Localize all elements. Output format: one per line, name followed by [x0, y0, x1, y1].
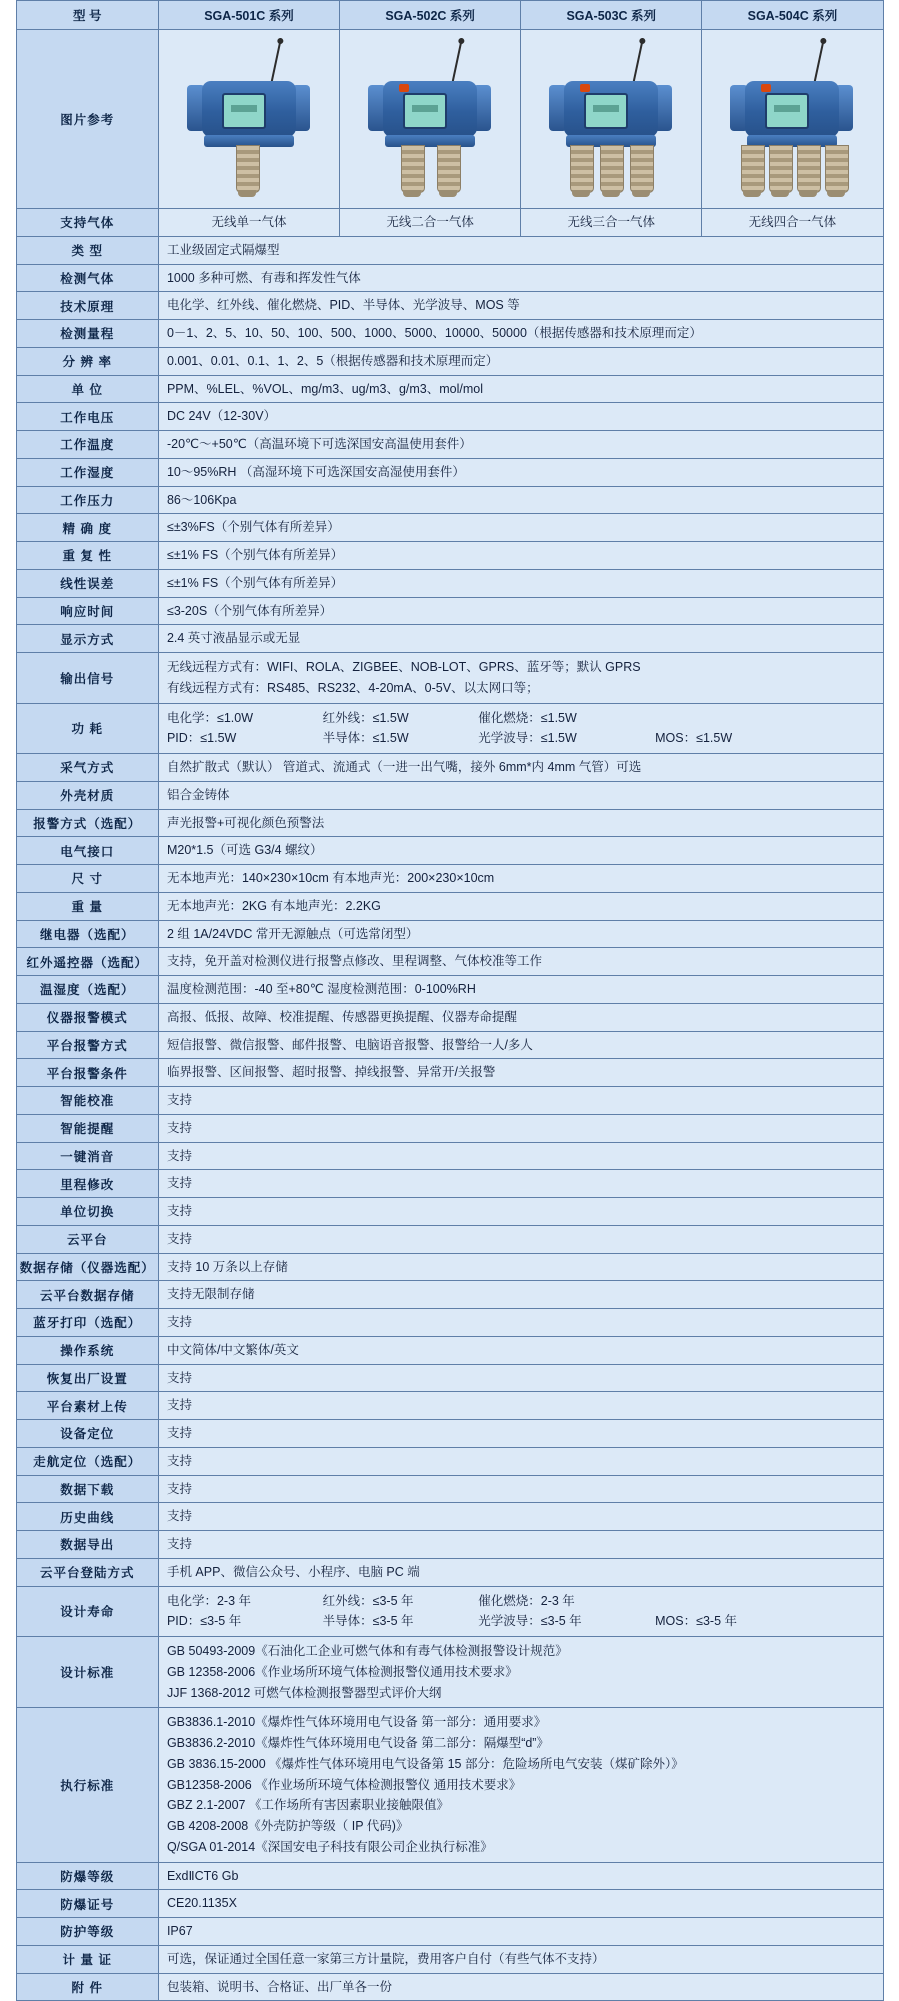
row-value: 支持 [158, 1198, 883, 1226]
table-row [16, 920, 883, 948]
row-label: 防爆证号 [16, 1890, 158, 1918]
design-life-row [16, 1586, 883, 1637]
row-value: CE20.1135X [158, 1890, 883, 1918]
row-label: 类 型 [16, 236, 158, 264]
output-signal-value [158, 653, 883, 704]
exec-standard-row [16, 1708, 883, 1862]
row-value: 支持 [158, 1114, 883, 1142]
power-item: 催化燃烧：≤1.5W [478, 710, 577, 725]
row-label: 防爆等级 [16, 1862, 158, 1890]
row-label: 数据下载 [16, 1475, 158, 1503]
table-row [16, 1475, 883, 1503]
supported-gas-row [16, 209, 883, 237]
model-label: 型 号 [16, 1, 158, 30]
output-line-2: 有线远程方式有：RS485、RS232、4-20mA、0-5V、以太网口等； [166, 680, 539, 695]
model-col-1: SGA-501C 系列 [158, 1, 339, 30]
power-item: 电化学：≤1.0W [166, 710, 253, 725]
row-label: 工作电压 [16, 403, 158, 431]
display-screen [403, 93, 447, 129]
row-label: 外壳材质 [16, 781, 158, 809]
table-row [16, 1281, 883, 1309]
row-value: 高报、低报、故障、校准提醒、传感器更换提醒、仪器寿命提醒 [158, 1003, 883, 1031]
row-label: 线性误差 [16, 569, 158, 597]
supported-gas-1: 无线单一气体 [158, 209, 339, 237]
table-row [16, 347, 883, 375]
output-signal-row [16, 653, 883, 704]
standard-line: GB 50493-2009《石油化工企业可燃气体和有毒气体检测报警设计规范》 [166, 1644, 568, 1658]
row-label: 技术原理 [16, 292, 158, 320]
table-row [16, 1558, 883, 1586]
output-signal-label: 输出信号 [16, 653, 158, 704]
life-item [655, 1592, 797, 1611]
power-item: 光学波导：≤1.5W [478, 731, 577, 746]
power-row [16, 703, 883, 754]
row-value: 短信报警、微信报警、邮件报警、电脑语音报警、报警给一人/多人 [158, 1031, 883, 1059]
table-row [16, 1918, 883, 1946]
sensor-probe [769, 145, 793, 193]
row-label: 数据导出 [16, 1531, 158, 1559]
row-label: 历史曲线 [16, 1503, 158, 1531]
row-value: 手机 APP、微信公众号、小程序、电脑 PC 端 [158, 1558, 883, 1586]
table-row [16, 1087, 883, 1115]
row-value: ≤±3%FS（个别气体有所差异） [158, 514, 883, 542]
row-label: 继电器（选配） [16, 920, 158, 948]
row-label: 设备定位 [16, 1420, 158, 1448]
sensor-probe [437, 145, 461, 193]
row-label: 平台报警条件 [16, 1059, 158, 1087]
sensor-probe [401, 145, 425, 193]
row-value: 无本地声光：2KG 有本地声光：2.2KG [158, 892, 883, 920]
row-value: ≤±1% FS（个别气体有所差异） [158, 542, 883, 570]
row-value: 电化学、红外线、催化燃烧、PID、半导体、光学波导、MOS 等 [158, 292, 883, 320]
table-row [16, 542, 883, 570]
life-item: 电化学：2-3 年 [166, 1593, 251, 1608]
table-row [16, 754, 883, 782]
table-row [16, 1336, 883, 1364]
alarm-lamp [761, 84, 771, 92]
row-label: 响应时间 [16, 597, 158, 625]
standard-line: GB12358-2006 《作业场所环境气体检测报警仪 通用技术要求》 [166, 1777, 522, 1792]
row-value: M20*1.5（可选 G3/4 螺纹） [158, 837, 883, 865]
row-label: 单 位 [16, 375, 158, 403]
table-row [16, 1142, 883, 1170]
row-value: 包装箱、说明书、合格证、出厂单各一份 [158, 1973, 883, 2001]
image-row-label: 图片参考 [16, 30, 158, 209]
table-row [16, 1364, 883, 1392]
row-value: ≤±1% FS（个别气体有所差异） [158, 569, 883, 597]
row-value: ExdⅡCT6 Gb [158, 1862, 883, 1890]
table-row [16, 403, 883, 431]
exec-standard-value [158, 1708, 883, 1862]
row-label: 红外遥控器（选配） [16, 948, 158, 976]
standard-line: GB3836.2-2010《爆炸性气体环境用电气设备 第二部分：隔爆型“d”》 [166, 1736, 549, 1750]
detector-drawing-3 [536, 39, 686, 199]
display-screen [222, 93, 266, 129]
life-item: 半导体：≤3-5 年 [322, 1614, 414, 1629]
row-value: 支持 [158, 1420, 883, 1448]
row-label: 数据存储（仪器选配） [16, 1253, 158, 1281]
table-row [16, 1309, 883, 1337]
row-label: 分 辨 率 [16, 347, 158, 375]
table-row [16, 236, 883, 264]
product-image-3 [521, 30, 702, 209]
table-row [16, 514, 883, 542]
row-value: 支持无限制存储 [158, 1281, 883, 1309]
row-value: 支持 [158, 1475, 883, 1503]
row-label: 尺 寸 [16, 865, 158, 893]
row-label: 单位切换 [16, 1198, 158, 1226]
row-label: 里程修改 [16, 1170, 158, 1198]
row-value: 支持 [158, 1170, 883, 1198]
table-row [16, 375, 883, 403]
row-value: PPM、%LEL、%VOL、mg/m3、ug/m3、g/m3、mol/mol [158, 375, 883, 403]
row-label: 重 量 [16, 892, 158, 920]
row-label: 检测量程 [16, 320, 158, 348]
row-label: 附 件 [16, 1973, 158, 2001]
display-screen [584, 93, 628, 129]
standard-line: JJF 1368-2012 可燃气体检测报警器型式评价大纲 [166, 1685, 442, 1700]
row-label: 一键消音 [16, 1142, 158, 1170]
display-screen [765, 93, 809, 129]
table-row [16, 569, 883, 597]
row-value: 2 组 1A/24VDC 常开无源触点（可选常闭型） [158, 920, 883, 948]
table-row [16, 837, 883, 865]
power-item: 红外线：≤1.5W [322, 710, 409, 725]
row-label: 采气方式 [16, 754, 158, 782]
antenna-icon [451, 42, 462, 85]
row-value: 支持 [158, 1364, 883, 1392]
table-row [16, 264, 883, 292]
row-value: 无本地声光：140×230×10cm 有本地声光：200×230×10cm [158, 865, 883, 893]
model-col-4: SGA-504C 系列 [702, 1, 883, 30]
row-label: 云平台登陆方式 [16, 1558, 158, 1586]
design-standard-row [16, 1637, 883, 1708]
row-value: 可选，保证通过全国任意一家第三方计量院，费用客户自付（有些气体不支持） [158, 1945, 883, 1973]
sensor-probe [825, 145, 849, 193]
row-value: 0.001、0.01、0.1、1、2、5（根据传感器和技术原理而定） [158, 347, 883, 375]
exec-standard-label: 执行标准 [16, 1708, 158, 1862]
table-row [16, 486, 883, 514]
row-value: 支持 [158, 1447, 883, 1475]
table-row [16, 1945, 883, 1973]
table-row [16, 1420, 883, 1448]
sensor-probe [236, 145, 260, 193]
table-row [16, 1031, 883, 1059]
table-row [16, 976, 883, 1004]
row-label: 计 量 证 [16, 1945, 158, 1973]
row-label: 电气接口 [16, 837, 158, 865]
row-value: 86～106Kpa [158, 486, 883, 514]
design-standard-label: 设计标准 [16, 1637, 158, 1708]
model-col-3: SGA-503C 系列 [521, 1, 702, 30]
table-row [16, 809, 883, 837]
standard-line: GBZ 2.1-2007 《工作场所有害因素职业接触限值》 [166, 1798, 449, 1813]
antenna-icon [813, 42, 824, 85]
row-value: 支持 10 万条以上存储 [158, 1253, 883, 1281]
life-item: 红外线：≤3-5 年 [322, 1593, 414, 1608]
table-row [16, 320, 883, 348]
row-label: 走航定位（选配） [16, 1447, 158, 1475]
row-label: 平台报警方式 [16, 1031, 158, 1059]
table-row [16, 781, 883, 809]
table-row [16, 1862, 883, 1890]
product-image-2 [340, 30, 521, 209]
row-label: 精 确 度 [16, 514, 158, 542]
life-item: MOS：≤3-5 年 [655, 1614, 738, 1629]
standard-line: GB 12358-2006《作业场所环境气体检测报警仪通用技术要求》 [166, 1664, 518, 1679]
design-life-label: 设计寿命 [16, 1586, 158, 1637]
power-label: 功 耗 [16, 703, 158, 754]
table-row [16, 1170, 883, 1198]
specification-table [16, 0, 884, 2001]
row-value: 临界报警、区间报警、超时报警、掉线报警、异常开/关报警 [158, 1059, 883, 1087]
table-row [16, 1392, 883, 1420]
row-value: ≤3-20S（个别气体有所差异） [158, 597, 883, 625]
table-row [16, 865, 883, 893]
row-value: 支持 [158, 1531, 883, 1559]
row-value: 支持 [158, 1392, 883, 1420]
power-value [158, 703, 883, 754]
row-value: 铝合金铸体 [158, 781, 883, 809]
power-item [655, 709, 797, 728]
table-row [16, 948, 883, 976]
table-row [16, 292, 883, 320]
design-life-value [158, 1586, 883, 1637]
row-value: 自然扩散式（默认） 管道式、流通式（一进一出气嘴，接外 6mm*内 4mm 气管）可选 [158, 754, 883, 782]
antenna-icon [632, 42, 643, 85]
table-row [16, 1225, 883, 1253]
table-row [16, 1003, 883, 1031]
alarm-lamp [399, 84, 409, 92]
product-image-4 [702, 30, 883, 209]
row-label: 工作温度 [16, 431, 158, 459]
row-label: 温湿度（选配） [16, 976, 158, 1004]
detector-drawing-4 [717, 39, 867, 199]
table-row [16, 431, 883, 459]
table-row [16, 1890, 883, 1918]
output-line-1: 无线远程方式有：WIFI、ROLA、ZIGBEE、NOB-LOT、GPRS、蓝牙等；默认 GPRS [166, 660, 641, 674]
sensor-probe [600, 145, 624, 193]
row-label: 防护等级 [16, 1918, 158, 1946]
sensor-probe [797, 145, 821, 193]
supported-gas-4: 无线四合一气体 [702, 209, 883, 237]
sensor-probe [741, 145, 765, 193]
row-label: 显示方式 [16, 625, 158, 653]
row-label: 操作系统 [16, 1336, 158, 1364]
row-value: 支持，免开盖对检测仪进行报警点修改、里程调整、气体校准等工作 [158, 948, 883, 976]
row-value: 工业级固定式隔爆型 [158, 236, 883, 264]
row-value: 0－1、2、5、10、50、100、500、1000、5000、10000、50000（根据传感器和技术原理而定） [158, 320, 883, 348]
detector-drawing-1 [174, 39, 324, 199]
table-row [16, 1503, 883, 1531]
power-item: PID：≤1.5W [166, 731, 237, 746]
detector-drawing-2 [355, 39, 505, 199]
row-value: 1000 多种可燃、有毒和挥发性气体 [158, 264, 883, 292]
table-row [16, 1973, 883, 2001]
row-label: 检测气体 [16, 264, 158, 292]
supported-gas-2: 无线二合一气体 [340, 209, 521, 237]
table-row [16, 1531, 883, 1559]
row-label: 云平台 [16, 1225, 158, 1253]
row-value: 2.4 英寸液晶显示或无显 [158, 625, 883, 653]
row-label: 蓝牙打印（选配） [16, 1309, 158, 1337]
sensor-probe [570, 145, 594, 193]
alarm-lamp [580, 84, 590, 92]
standard-line: Q/SGA 01-2014《深国安电子科技有限公司企业执行标准》 [166, 1839, 493, 1854]
table-row [16, 892, 883, 920]
supported-gas-3: 无线三合一气体 [521, 209, 702, 237]
row-label: 智能校准 [16, 1087, 158, 1115]
design-standard-value [158, 1637, 883, 1708]
row-label: 工作压力 [16, 486, 158, 514]
sensor-probe [630, 145, 654, 193]
row-value: 支持 [158, 1087, 883, 1115]
table-header-row [16, 1, 883, 30]
supported-gas-label: 支持气体 [16, 209, 158, 237]
row-label: 平台素材上传 [16, 1392, 158, 1420]
standard-line: GB 4208-2008《外壳防护等级（ IP 代码)》 [166, 1819, 409, 1833]
row-label: 仪器报警模式 [16, 1003, 158, 1031]
product-image-1 [158, 30, 339, 209]
table-row [16, 1059, 883, 1087]
power-item: 半导体：≤1.5W [322, 731, 409, 746]
row-value: -20℃～+50℃（高温环境下可选深国安高温使用套件） [158, 431, 883, 459]
model-col-2: SGA-502C 系列 [340, 1, 521, 30]
row-value: 支持 [158, 1503, 883, 1531]
row-value: 支持 [158, 1142, 883, 1170]
row-label: 重 复 性 [16, 542, 158, 570]
table-row [16, 458, 883, 486]
row-value: 10～95%RH （高湿环境下可选深国安高湿使用套件） [158, 458, 883, 486]
life-item: PID：≤3-5 年 [166, 1614, 242, 1629]
row-value: IP67 [158, 1918, 883, 1946]
row-value: 支持 [158, 1225, 883, 1253]
life-item: 光学波导：≤3-5 年 [478, 1614, 582, 1629]
standard-line: GB3836.1-2010《爆炸性气体环境用电气设备 第一部分：通用要求》 [166, 1715, 547, 1730]
row-label: 工作湿度 [16, 458, 158, 486]
table-row [16, 1114, 883, 1142]
row-value: 中文简体/中文繁体/英文 [158, 1336, 883, 1364]
table-row [16, 1447, 883, 1475]
row-value: 声光报警+可视化颜色预警法 [158, 809, 883, 837]
life-item: 催化燃烧：2-3 年 [478, 1593, 575, 1608]
antenna-icon [270, 42, 281, 85]
table-row [16, 625, 883, 653]
image-row [16, 30, 883, 209]
row-label: 恢复出厂设置 [16, 1364, 158, 1392]
row-value: DC 24V（12-30V） [158, 403, 883, 431]
table-row [16, 597, 883, 625]
table-row [16, 1253, 883, 1281]
row-value: 支持 [158, 1309, 883, 1337]
row-label: 智能提醒 [16, 1114, 158, 1142]
row-value: 温度检测范围：-40 至+80℃ 湿度检测范围：0-100%RH [158, 976, 883, 1004]
standard-line: GB 3836.15-2000 《爆炸性气体环境用电气设备第 15 部分：危险场所电气安装（煤矿除外）》 [166, 1756, 684, 1771]
power-item: MOS：≤1.5W [655, 731, 733, 746]
row-label: 报警方式（选配） [16, 809, 158, 837]
row-label: 云平台数据存储 [16, 1281, 158, 1309]
table-row [16, 1198, 883, 1226]
